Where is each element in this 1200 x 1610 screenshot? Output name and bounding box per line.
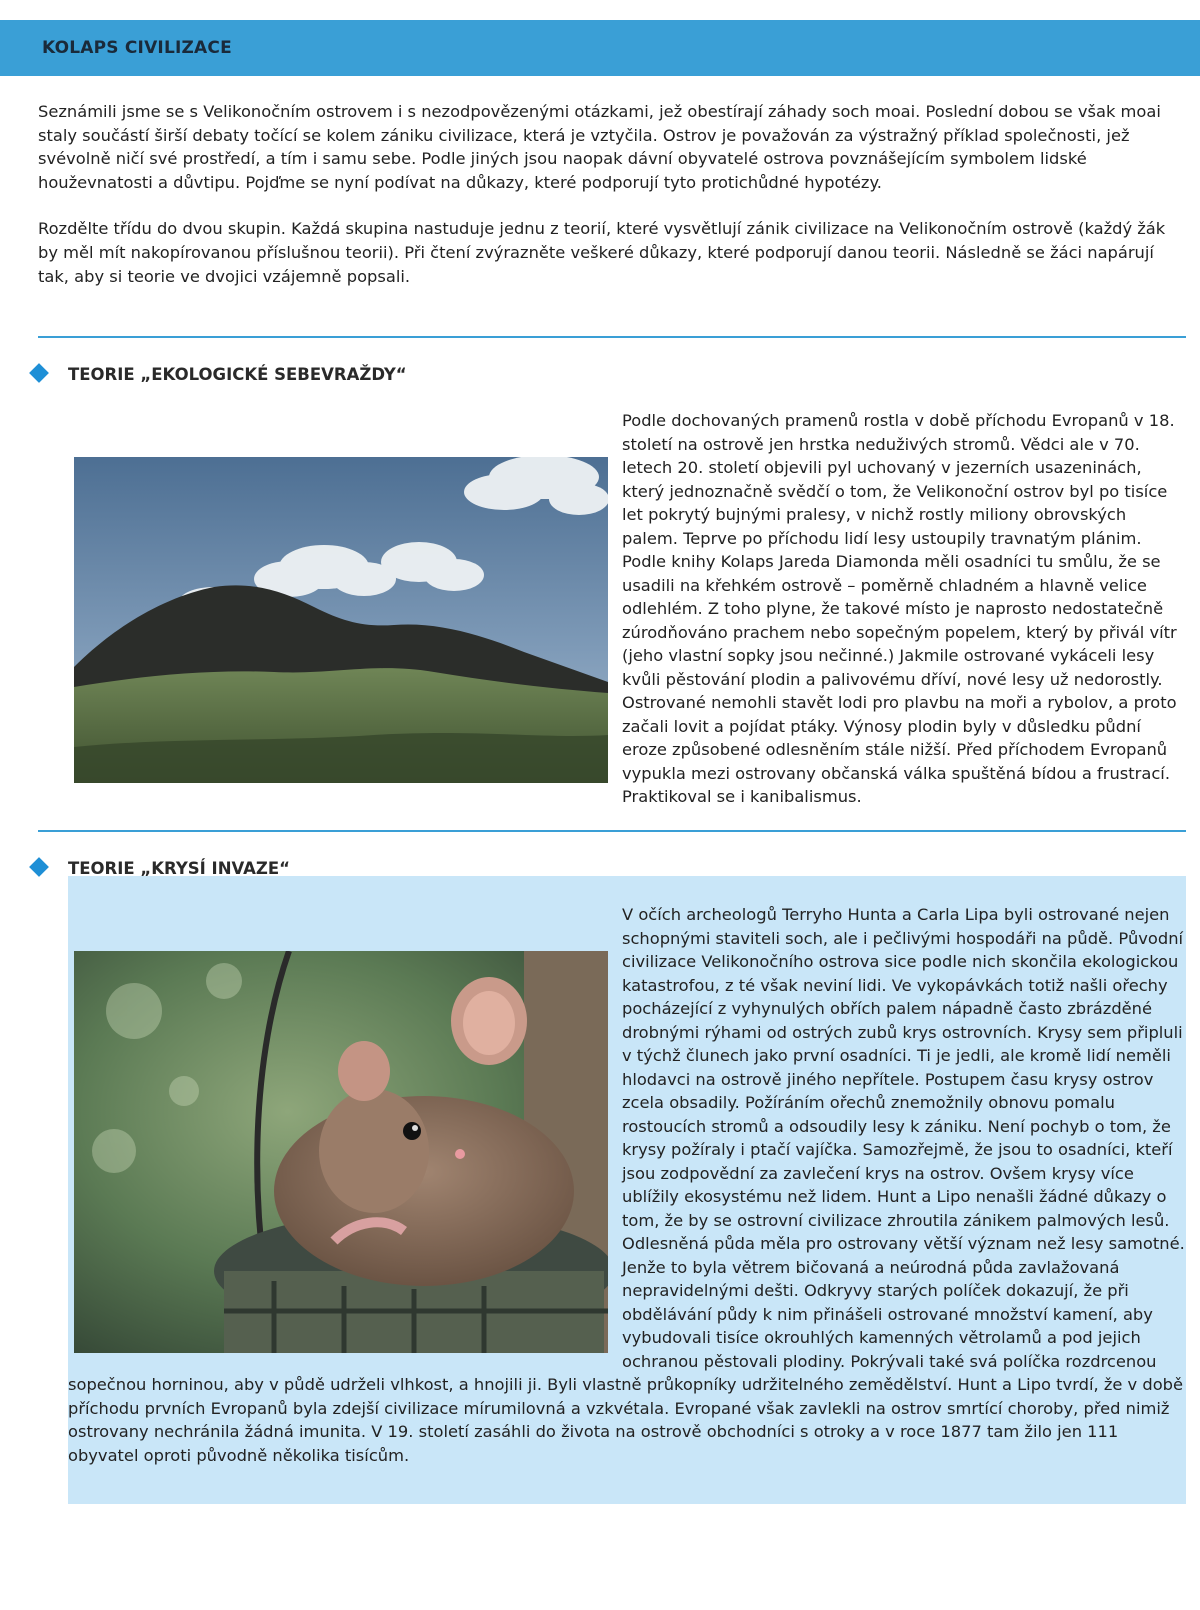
intro-paragraph-1: Seznámili jsme se s Velikonočním ostrovem i s nezodpovězenými otázkami, jež obestírají záhady soch moai. Poslední dobou se však moai staly součástí širší debaty točící se kolem zániku civilizace, která je vztyčila. Ostrov je považován za výstražný příklad společnosti, jež svévolně ničí své prostředí, a tím i samu sebe. Podle jiných jsou naopak dávní obyvatelé ostrova povznášejícím symbolem lidské houževnatosti a důvtipu. Pojďme se nyní podívat na důkazy, které podporují tyto protichůdné hypotézy. bbox=[38, 102, 1161, 192]
volcano-landscape-photo-icon bbox=[74, 457, 608, 783]
diamond-bullet-icon bbox=[29, 363, 49, 383]
section-text-rat: V očích archeologů Terryho Hunta a Carla Lipa byli ostrované nejen schopnými staviteli soch, ale i pečlivými hospodáři na půdě. Původní civilizace Velikonočního ostrova sice podle nich skončila ekologickou katastrofou, z té však neviní lidi. Ve vykopávkách totiž našli ořechy pocházející z vyhynulých obřích palem nápadně často zbrázděné drobnými rýhami od ostrých zubů krys ostrovních. Krysy sem připluli v týchž člunech jako první osadníci. Ti je jedli, ale kromě lidí neměli hlodavci na ostrově jiného nepřítele. Postupem času krysy ostrov zcela obsadily. Požíráním ořechů znemožnily obnovu pomalu rostoucích stromů a odsoudily lesy k zániku. Není pochyb o tom, že krysy požíraly i ptačí vajíčka. Samozřejmě, že jsou to osadníci, kteří jsou zodpovědní za zavlečení krys na ostrov. Ovšem krysy více ublížily ekosystému než lidem. Hunt a Lipo nenašli žádné důkazy o tom, že by se ostrovní civilizace zhroutila zánikem palmových lesů. Odlesněná půda měla pro ostrovany větší význam než lesy samotné. Jenže to byla větrem bičovaná a neúrodná půda zavlažovaná nepravidelnými dešti. Odkryvy starých políček dokazují, že při obdělávání půdy k nim přinášeli ostrované množství kamení, aby vybudovali tisíce okrouhlých kamenných větrolamů a pod jejich ochranou pěstovali plodiny. Pokrývali také svá políčka rozdrcenou sopečnou horninou, aby v půdě udrželi vlhkost, a hnojili ji. Byli vlastně průkopníky udržitelného zemědělství. Hunt a Lipo tvrdí, že v době příchodu prvních Evropanů byla zdejší civilizace mírumilovná a vzkvétala. Evropané však zavlekli na ostrov smrtící choroby, před nimiž ostrovany nechránila žádná imunita. V 19. století zasáhli do života na ostrově obchodníci s otroky a v roce 1877 tam žilo jen 111 obyvatel oproti původně několika tisícům. bbox=[68, 905, 1185, 1465]
section-body-ecological bbox=[68, 409, 1186, 809]
intro-paragraph-2: Rozdělte třídu do dvou skupin. Každá skupina nastuduje jednu z teorií, které vysvětlují zánik civilizace na Velikonočním ostrově (každý žák by měl mít nakopírovanou příslušnou teorii). Při čtení zvýrazněte veškeré důkazy, které podporují danou teorii. Následně se žáci napárují tak, aby si teorie ve dvojici vzájemně popsali. bbox=[38, 219, 1166, 286]
page-title: KOLAPS CIVILIZACE bbox=[42, 38, 232, 58]
rat-photo-icon bbox=[74, 951, 608, 1353]
section-text-ecological: Podle dochovaných pramenů rostla v době příchodu Evropanů v 18. století na ostrově jen hrstka neduživých stromů. Vědci ale v 70. letech 20. století objevili pyl uchovaný v jezerních usazeninách, který jednoznačně svědčí o tom, že Velikonoční ostrov byl po tisíce let pokrytý bujnými pralesy, v nichž rostly miliony obrovských palem. Teprve po příchodu lidí lesy ustoupily travnatým plánim. Podle knihy Kolaps Jareda Diamonda měli osadníci tu smůlu, že se usadili na křehkém ostrově – poměrně chladném a hlavně velice odlehlém. Z toho plyne, že takové místo je naprosto nedostatečně zúrodňováno prachem nebo sopečným popelem, který by přivál vítr (jeho vlastní sopky jsou nečinné.) Jakmile ostrované vykáceli lesy kvůli pěstování plodin a palivovému dříví, nové lesy už nedorostly. Ostrované nemohli stavět lodi pro plavbu na moři a rybolov, a proto začali lovit a pojídat ptáky. Výnosy plodin byly v důsledku půdní eroze způsobené odlesněním stále nižší. Před příchodem Evropanů vypukla mezi ostrovany občanská válka spuštěná bídou a frustrací. Praktikoval se i kanibalismus. bbox=[622, 411, 1177, 806]
header-bar bbox=[0, 20, 1200, 76]
section-divider bbox=[38, 830, 1186, 832]
section-divider bbox=[38, 336, 1186, 338]
diamond-bullet-icon bbox=[29, 857, 49, 877]
section-body-rat bbox=[68, 903, 1186, 1467]
section-heading-ecological: TEORIE „EKOLOGICKÉ SEBEVRAŽDY“ bbox=[68, 365, 407, 384]
section-heading-rat: TEORIE „KRYSÍ INVAZE“ bbox=[68, 859, 291, 878]
intro-text bbox=[38, 100, 1186, 311]
